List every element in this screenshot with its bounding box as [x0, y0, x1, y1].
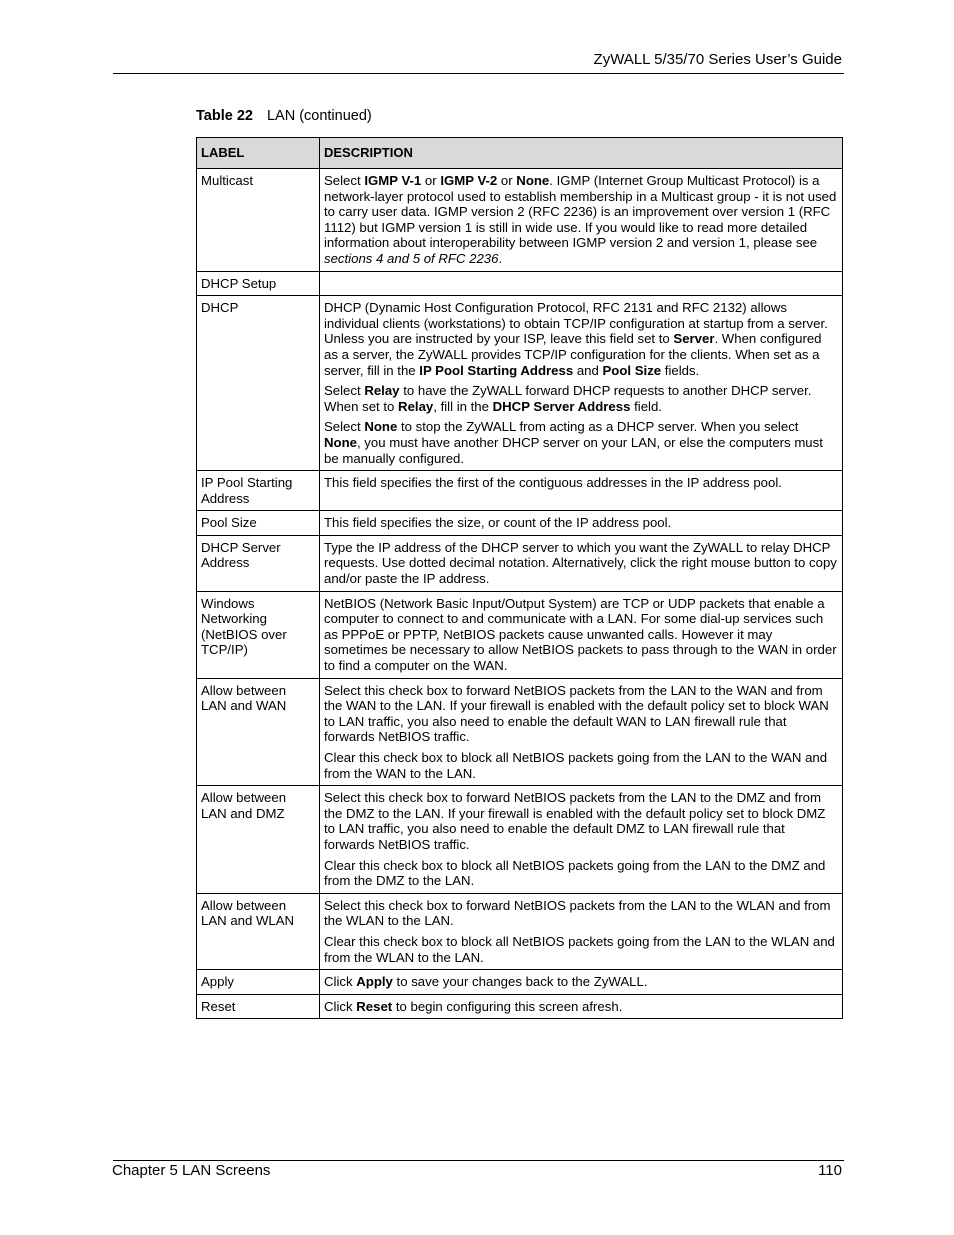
- text-run: Select: [324, 383, 365, 399]
- bold-term: Relay: [364, 383, 400, 399]
- text-run: to stop the ZyWALL from acting as a DHCP server. When you select: [397, 419, 799, 435]
- running-header: ZyWALL 5/35/70 Series User’s Guide: [593, 51, 842, 68]
- row-label: Apply: [197, 970, 320, 995]
- text-run: Click: [324, 998, 357, 1014]
- description-paragraph: [324, 934, 838, 965]
- text-run: Select this check box to forward NetBIOS packets from the LAN to the DMZ and from the DMZ to the LAN. If your firewall is enabled with the default policy set to block DMZ to LAN traffic, you also need to enable the default DMZ to LAN firewall rule that forwards NetBIOS traffic.: [324, 790, 826, 852]
- text-run: Type the IP address of the DHCP server to which you want the ZyWALL to relay DHCP requests. Use dotted decimal notation. Alternatively, click the right mouse button to copy and/or paste the IP address.: [324, 539, 837, 587]
- row-label: Multicast: [197, 169, 320, 272]
- bold-term: None: [364, 419, 398, 435]
- text-run: Select: [324, 173, 365, 188]
- text-run: or: [421, 173, 441, 188]
- bold-term: IP Pool Starting Address: [419, 362, 574, 378]
- description-paragraph: [324, 999, 838, 1015]
- table-row: [197, 786, 843, 894]
- table-row: [197, 994, 843, 1019]
- description-paragraph: [324, 300, 838, 378]
- text-run: Clear this check box to block all NetBIOS packets going from the LAN to the WAN and from the WAN to the LAN.: [324, 750, 828, 781]
- footer-divider: [113, 1160, 844, 1161]
- row-description: [320, 970, 843, 995]
- row-label: Windows Networking (NetBIOS over TCP/IP): [197, 591, 320, 678]
- text-run: DHCP (Dynamic Host Configuration Protocol, RFC 2131 and RFC 2132) allows individual clients (workstations) to obtain TCP/IP configuration at startup from a server. Unless you are instructed by your ISP, leave this field set to: [324, 300, 828, 347]
- table-row: [197, 511, 843, 536]
- header-divider: [113, 73, 844, 74]
- column-header-label: LABEL: [197, 138, 320, 169]
- table-row: [197, 893, 843, 969]
- description-paragraph: [324, 974, 838, 990]
- description-paragraph: [324, 898, 838, 929]
- row-description: [320, 271, 843, 296]
- row-description: [320, 296, 843, 471]
- description-paragraph: [324, 475, 838, 491]
- row-description: [320, 786, 843, 894]
- text-run: and: [573, 362, 603, 378]
- row-label: DHCP: [197, 296, 320, 471]
- text-run: Click: [324, 974, 357, 990]
- bold-term: None: [324, 434, 357, 450]
- bold-term: Server: [673, 331, 715, 347]
- table-body: [197, 169, 843, 1019]
- row-label: Allow between LAN and WLAN: [197, 893, 320, 969]
- text-run: fields.: [661, 362, 700, 378]
- description-paragraph: [324, 750, 838, 781]
- row-label: Allow between LAN and DMZ: [197, 786, 320, 894]
- row-label: Pool Size: [197, 511, 320, 536]
- table-row: [197, 271, 843, 296]
- text-run: , you must have another DHCP server on your LAN, or else the computers must be manually configured.: [324, 434, 823, 466]
- column-header-description: DESCRIPTION: [320, 138, 843, 169]
- bold-term: DHCP Server Address: [492, 398, 631, 414]
- row-description: [320, 994, 843, 1019]
- text-run: . When configured as a server, the ZyWALL provides TCP/IP configuration for the clients. When set as a server, fill in the: [324, 331, 822, 378]
- bold-term: IGMP V-1: [364, 173, 422, 188]
- text-run: to save your changes back to the ZyWALL.: [392, 974, 648, 990]
- bold-term: Pool Size: [602, 362, 662, 378]
- text-run: to begin configuring this screen afresh.: [392, 998, 623, 1014]
- description-paragraph: [324, 383, 838, 414]
- row-description: [320, 169, 843, 272]
- row-description: [320, 471, 843, 511]
- description-paragraph: [324, 858, 838, 889]
- text-run: Select this check box to forward NetBIOS packets from the LAN to the WAN and from the WAN to the LAN. If your firewall is enabled with the default policy set to block WAN to LAN traffic, you also need to enable the default WAN to LAN firewall rule that forwards NetBIOS traffic.: [324, 682, 829, 745]
- row-label: Reset: [197, 994, 320, 1019]
- footer-chapter: Chapter 5 LAN Screens: [112, 1162, 271, 1179]
- description-paragraph: [324, 419, 838, 466]
- row-description: [320, 535, 843, 591]
- row-label: IP Pool Starting Address: [197, 471, 320, 511]
- italic-reference: sections 4 and 5 of RFC 2236: [324, 250, 499, 266]
- row-description: [320, 511, 843, 536]
- table-row: [197, 535, 843, 591]
- lan-settings-table: [196, 137, 843, 1019]
- text-run: or: [497, 173, 517, 188]
- text-run: Select this check box to forward NetBIOS packets from the LAN to the WLAN and from the WLAN to the LAN.: [324, 897, 831, 929]
- description-paragraph: [324, 596, 838, 674]
- text-run: .: [498, 250, 503, 266]
- text-run: Clear this check box to block all NetBIOS packets going from the LAN to the DMZ and from the DMZ to the LAN.: [324, 857, 826, 889]
- bold-term: None: [516, 173, 550, 188]
- text-run: . IGMP (Internet Group Multicast Protocol) is a network-layer protocol used to establish membership in a Multicast group - it is not used to carry user data. IGMP version 2 (RFC 2236) is an improvement over version 1 (RFC 1112) but IGMP version 1 is still in wide use. If you would like to read more detailed information about interoperability between IGMP version 2 and version 1, please see: [324, 173, 837, 251]
- table-row: [197, 471, 843, 511]
- table-row: [197, 169, 843, 272]
- text-run: Select: [324, 419, 365, 435]
- description-paragraph: [324, 173, 838, 267]
- row-label: DHCP Server Address: [197, 535, 320, 591]
- row-label: DHCP Setup: [197, 271, 320, 296]
- row-label: Allow between LAN and WAN: [197, 678, 320, 786]
- description-paragraph: [324, 540, 838, 587]
- row-description: [320, 591, 843, 678]
- description-paragraph: [324, 790, 838, 852]
- page-number: 110: [818, 1162, 842, 1179]
- bold-term: IGMP V-2: [440, 173, 498, 188]
- table-caption-text: LAN (continued): [266, 108, 372, 124]
- bold-term: Apply: [356, 974, 393, 990]
- text-run: , fill in the: [433, 398, 493, 414]
- table-caption: [196, 108, 372, 124]
- bold-term: Reset: [356, 998, 393, 1014]
- row-description: [320, 893, 843, 969]
- table-header-row: [197, 138, 843, 169]
- text-run: field.: [630, 398, 662, 414]
- description-paragraph: [324, 515, 838, 531]
- table-row: [197, 591, 843, 678]
- table-number: Table 22: [196, 108, 253, 124]
- bold-term: Relay: [398, 398, 434, 414]
- row-description: [320, 678, 843, 786]
- table-row: [197, 296, 843, 471]
- text-run: Clear this check box to block all NetBIOS packets going from the LAN to the WLAN and from the WLAN to the LAN.: [324, 933, 835, 965]
- text-run: This field specifies the size, or count of the IP address pool.: [324, 515, 672, 531]
- description-paragraph: [324, 683, 838, 745]
- table-row: [197, 970, 843, 995]
- text-run: This field specifies the first of the contiguous addresses in the IP address pool.: [324, 475, 782, 491]
- text-run: NetBIOS (Network Basic Input/Output System) are TCP or UDP packets that enable a computer to connect to and communicate with a LAN. For some dial-up services such as PPPoE or PPTP, NetBIOS packets cause unwanted calls. However it may sometimes be necessary to allow NetBIOS packets to pass through to the WAN in order to find a computer on the WAN.: [324, 595, 837, 674]
- text-run: to have the ZyWALL forward DHCP requests to another DHCP server. When set to: [324, 383, 812, 414]
- table-row: [197, 678, 843, 786]
